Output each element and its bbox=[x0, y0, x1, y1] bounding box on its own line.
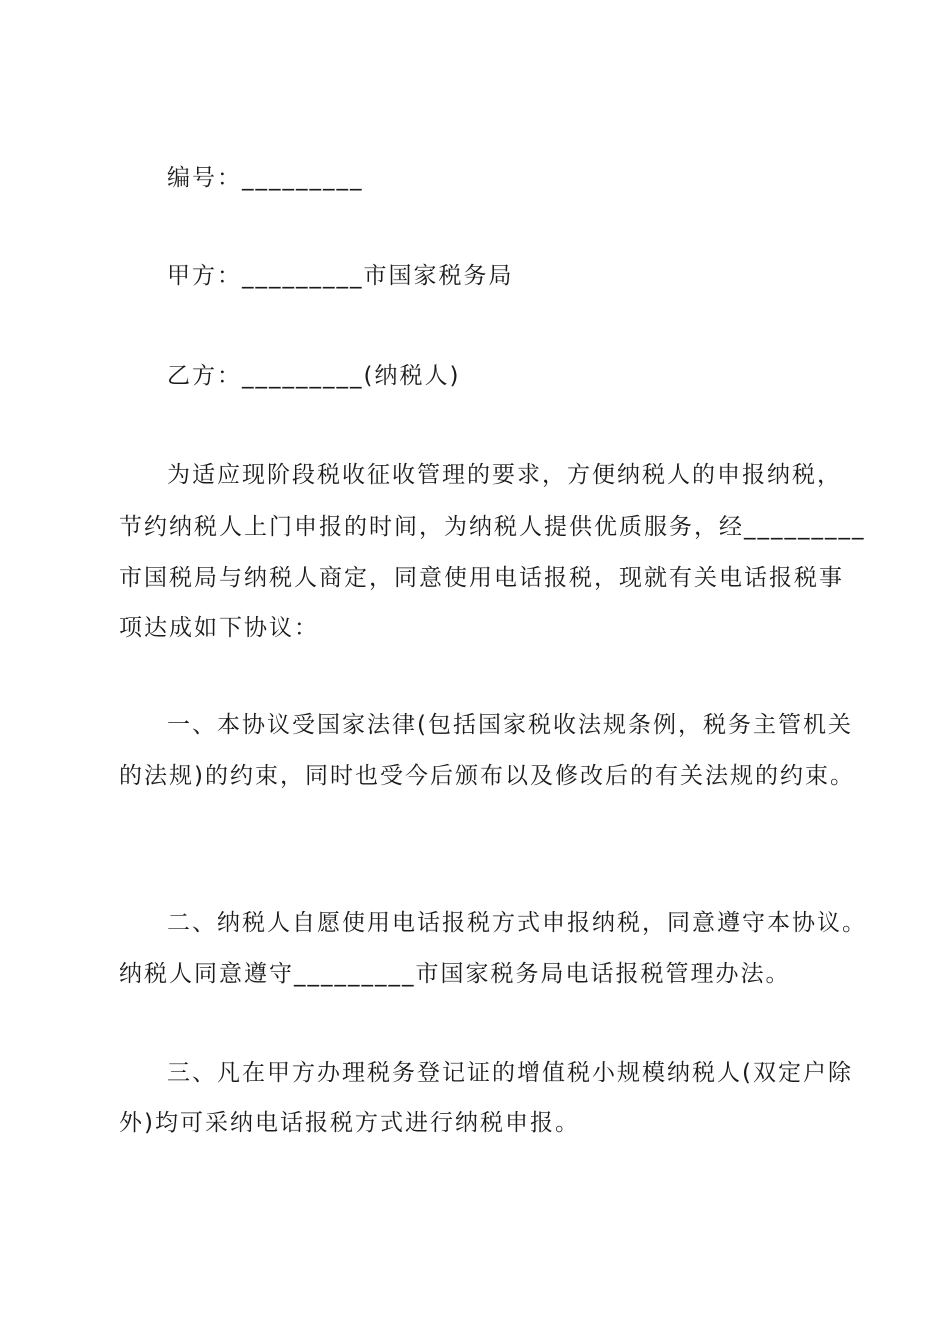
clause-3-line-2: 外)均可采纳电话报税方式进行纳税申报。 bbox=[119, 1110, 580, 1136]
clause-1-line-1: 一、本协议受国家法律(包括国家税收法规条例，税务主管机关 bbox=[167, 712, 853, 738]
intro-line-4: 项达成如下协议： bbox=[119, 615, 319, 641]
party-a-line: 甲方：_________市国家税务局 bbox=[167, 263, 514, 289]
intro-line-2: 节约纳税人上门申报的时间，为纳税人提供优质服务，经_________ bbox=[119, 514, 866, 540]
clause-1-line-2: 的法规)的约束，同时也受今后颁布以及修改后的有关法规的约束。 bbox=[119, 763, 855, 789]
clause-2-line-2: 纳税人同意遵守_________市国家税务局电话报税管理办法。 bbox=[119, 961, 791, 987]
party-b-line: 乙方：_________(纳税人) bbox=[167, 363, 461, 389]
clause-3-line-1: 三、凡在甲方办理税务登记证的增值税小规模纳税人(双定户除 bbox=[167, 1060, 853, 1086]
intro-line-3: 市国税局与纳税人商定，同意使用电话报税，现就有关电话报税事 bbox=[119, 565, 844, 591]
document-number-line: 编号：_________ bbox=[167, 165, 364, 191]
intro-line-1: 为适应现阶段税收征收管理的要求，方便纳税人的申报纳税， bbox=[167, 462, 842, 488]
clause-2-line-1: 二、纳税人自愿使用电话报税方式申报纳税，同意遵守本协议。 bbox=[167, 910, 867, 936]
